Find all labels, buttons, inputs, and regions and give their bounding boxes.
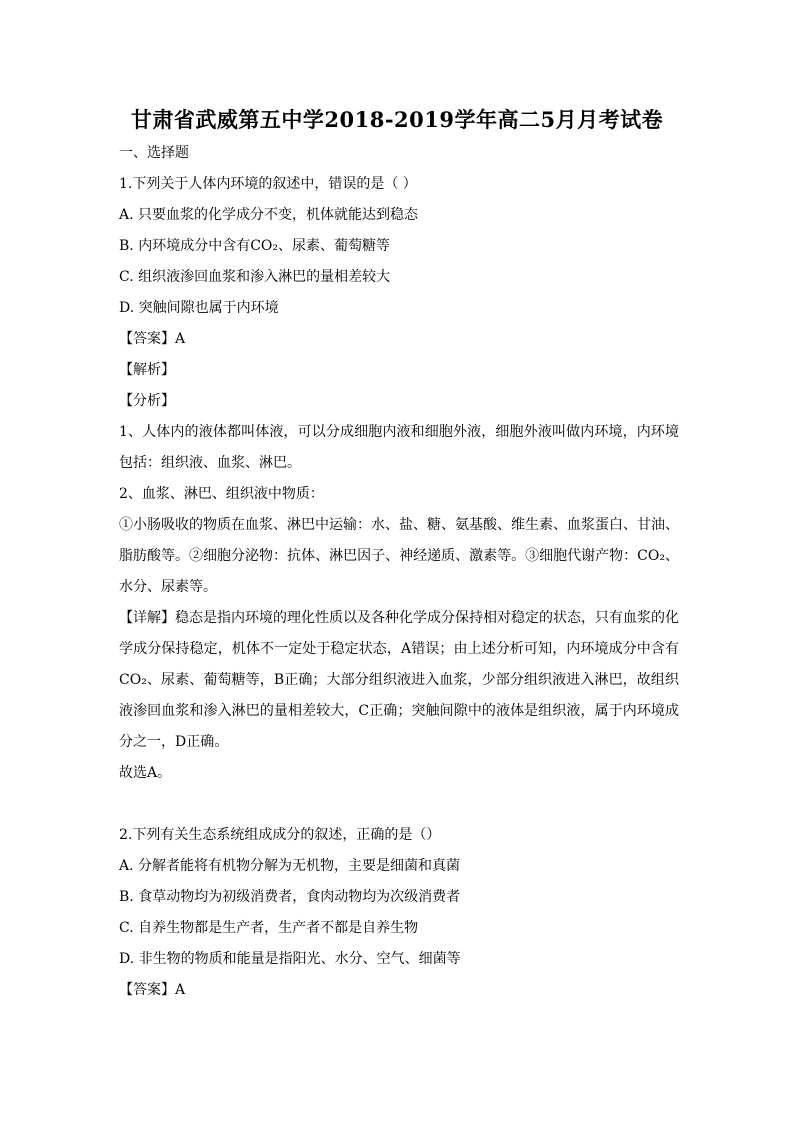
question-1-option-d: D. 突触间隙也属于内环境 — [119, 300, 279, 316]
question-2-answer: 【答案】A — [119, 982, 186, 998]
question-1-option-b: B. 内环境成分中含有CO₂、尿素、葡萄糖等 — [119, 238, 390, 254]
question-1-jiexi-label: 【解析】 — [119, 362, 175, 378]
page-title: 甘肃省武威第五中学2018-2019学年高二5月月考试卷 — [130, 107, 664, 132]
question-2-option-d: D. 非生物的物质和能量是指阳光、水分、空气、细菌等 — [119, 951, 461, 967]
section-heading: 一、选择题 — [119, 145, 189, 161]
question-2-option-c: C. 自养生物都是生产者，生产者不都是自养生物 — [119, 920, 419, 936]
detail-line: 【详解】稳态是指内环境的理化性质以及各种化学成分保持相对稳定的状态，只有血浆的化 — [119, 610, 679, 626]
question-1-option-c: C. 组织液渗回血浆和渗入淋巴的量相差较大 — [119, 269, 391, 285]
detail-line: 液渗回血浆和渗入淋巴的量相差较大，C正确；突触间隙中的液体是组织液，属于内环境成 — [119, 703, 679, 719]
analysis-line: 2、血浆、淋巴、组织液中物质： — [119, 486, 324, 502]
question-1-stem: 1.下列关于人体内环境的叙述中，错误的是（ ） — [119, 176, 417, 192]
question-1-answer: 【答案】A — [119, 331, 186, 347]
question-1-option-a: A. 只要血浆的化学成分不变，机体就能达到稳态 — [119, 207, 419, 223]
question-1-conclusion: 故选A。 — [119, 765, 172, 781]
detail-line: CO₂、尿素、葡萄糖等，B正确；大部分组织液进入血浆，少部分组织液进入淋巴，故组织 — [119, 672, 679, 688]
question-2-option-a: A. 分解者能将有机物分解为无机物，主要是细菌和真菌 — [119, 858, 461, 874]
analysis-line: 1、人体内的液体都叫体液，可以分成细胞内液和细胞外液，细胞外液叫做内环境，内环境 — [119, 424, 679, 440]
analysis-line: 水分、尿素等。 — [119, 579, 217, 595]
detail-line: 分之一，D正确。 — [119, 734, 229, 750]
analysis-line: 脂肪酸等。②细胞分泌物：抗体、淋巴因子、神经递质、激素等。③细胞代谢产物：CO₂、 — [119, 548, 679, 564]
detail-line: 学成分保持稳定，机体不一定处于稳定状态，A错误；由上述分析可知，内环境成分中含有 — [119, 641, 679, 657]
question-2-stem: 2.下列有关生态系统组成成分的叙述，正确的是（） — [119, 827, 441, 843]
analysis-line: 包括：组织液、血浆、淋巴。 — [119, 455, 301, 471]
question-2-option-b: B. 食草动物均为初级消费者，食肉动物均为次级消费者 — [119, 889, 461, 905]
question-1-fenxi-label: 【分析】 — [119, 393, 175, 409]
analysis-line: ①小肠吸收的物质在血浆、淋巴中运输：水、盐、糖、氨基酸、维生素、血浆蛋白、甘油、 — [119, 517, 679, 533]
